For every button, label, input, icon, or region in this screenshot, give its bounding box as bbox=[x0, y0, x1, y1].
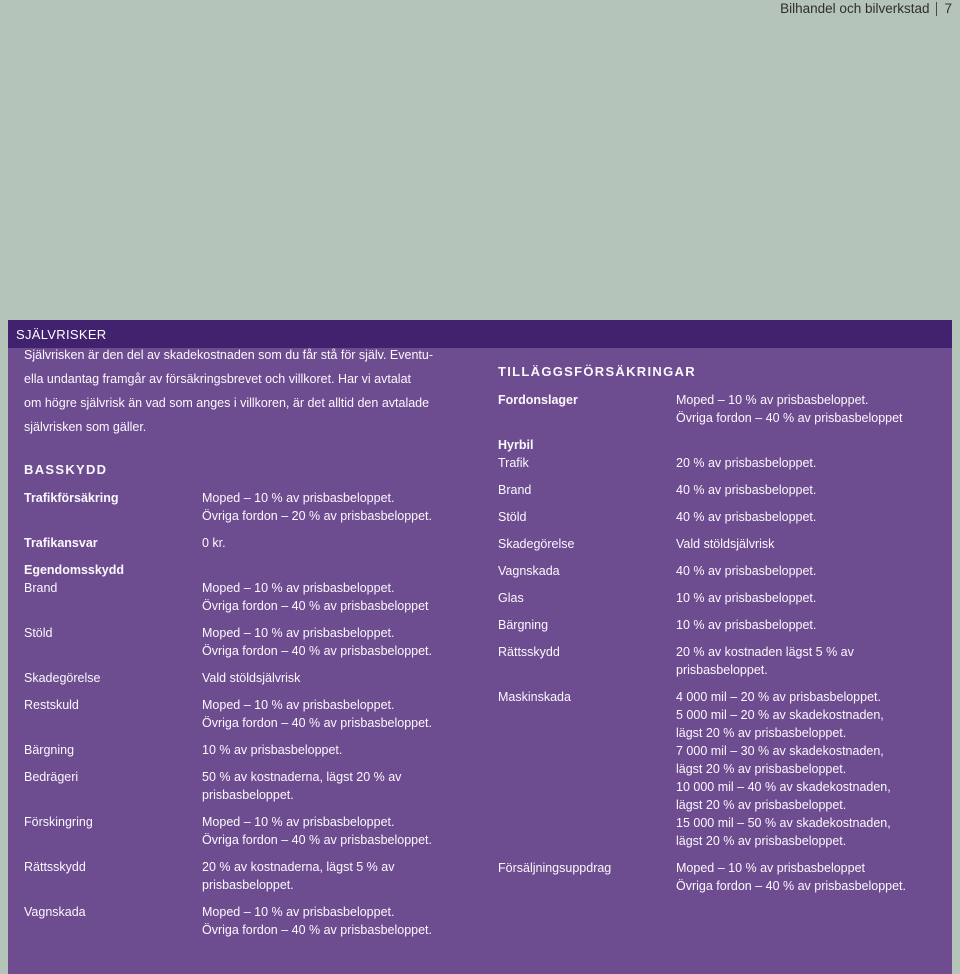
deductible-line: 40 % av prisbasbeloppet. bbox=[676, 510, 817, 524]
deductible-value bbox=[202, 741, 342, 759]
coverage-label: Rättsskydd bbox=[24, 860, 86, 874]
running-head-title: Bilhandel och bilverkstad bbox=[780, 1, 930, 16]
deductible-line: lägst 20 % av prisbasbeloppet. bbox=[676, 726, 847, 740]
deductible-value bbox=[676, 859, 906, 895]
coverage-label: Trafikförsäkring bbox=[24, 491, 119, 505]
row-fordonslager bbox=[498, 391, 944, 427]
deductible-line: prisbasbeloppet. bbox=[202, 788, 294, 802]
deductible-line: 50 % av kostnaderna, lägst 20 % av bbox=[202, 770, 402, 784]
basic-coverage-column bbox=[24, 343, 470, 948]
row-hyrbil-vagnskada bbox=[498, 562, 944, 580]
deductible-line: 15 000 mil – 50 % av skadekostnaden, bbox=[676, 816, 891, 830]
deductible-line: Moped – 10 % av prisbasbeloppet. bbox=[202, 491, 395, 505]
page-number: 7 bbox=[944, 1, 952, 16]
deductible-line: Moped – 10 % av prisbasbeloppet. bbox=[202, 581, 395, 595]
deductible-value bbox=[676, 481, 816, 499]
deductible-line: 10 000 mil – 40 % av skadekostnaden, bbox=[676, 780, 891, 794]
coverage-label: Bedrägeri bbox=[24, 770, 79, 784]
hyrbil-heading: Hyrbil bbox=[498, 438, 534, 452]
intro-line: om högre självrisk än vad som anges i villkoren, är det alltid den avtalade bbox=[24, 396, 430, 410]
deductible-value bbox=[676, 508, 816, 526]
deductible-value bbox=[202, 858, 394, 894]
coverage-label: Glas bbox=[498, 591, 524, 605]
row-hyrbil-trafik bbox=[498, 454, 944, 472]
deductible-line: prisbasbeloppet. bbox=[202, 878, 294, 892]
row-hyrbil-brand bbox=[498, 481, 944, 499]
deductible-line: 40 % av prisbasbeloppet. bbox=[676, 483, 817, 497]
coverage-label: Maskinskada bbox=[498, 690, 571, 704]
deductible-line: Moped – 10 % av prisbasbeloppet bbox=[676, 861, 866, 875]
deductible-value bbox=[676, 562, 816, 580]
coverage-label: Trafikansvar bbox=[24, 536, 98, 550]
row-forsaljningsuppdrag bbox=[498, 859, 944, 895]
deductible-line: lägst 20 % av prisbasbeloppet. bbox=[676, 834, 847, 848]
deductible-value bbox=[202, 669, 300, 687]
deductible-line: Övriga fordon – 40 % av prisbasbeloppet. bbox=[202, 716, 432, 730]
deductible-line: Övriga fordon – 40 % av prisbasbeloppet bbox=[202, 599, 429, 613]
row-brand bbox=[24, 579, 470, 615]
tillaggsforsakringar-heading: TILLÄGGSFÖRSÄKRINGAR bbox=[498, 364, 696, 379]
deductible-line: Övriga fordon – 40 % av prisbasbeloppet bbox=[676, 411, 903, 425]
row-hyrbil-bargning bbox=[498, 616, 944, 634]
coverage-label: Fordonslager bbox=[498, 393, 578, 407]
coverage-label: Brand bbox=[498, 483, 532, 497]
deductible-line: 10 % av prisbasbeloppet. bbox=[676, 618, 817, 632]
row-bargning bbox=[24, 741, 470, 759]
deductible-line: 7 000 mil – 30 % av skadekostnaden, bbox=[676, 744, 884, 758]
row-skadegorelse bbox=[24, 669, 470, 687]
intro-line: självrisken som gäller. bbox=[24, 420, 147, 434]
deductible-value bbox=[676, 643, 854, 679]
row-bedrageri bbox=[24, 768, 470, 804]
basskydd-heading: BASSKYDD bbox=[24, 462, 108, 477]
coverage-label: Skadegörelse bbox=[24, 671, 101, 685]
coverage-label: Rättsskydd bbox=[498, 645, 560, 659]
deductible-line: lägst 20 % av prisbasbeloppet. bbox=[676, 762, 847, 776]
deductible-line: Övriga fordon – 40 % av prisbasbeloppet. bbox=[202, 923, 432, 937]
deductible-line: Vald stöldsjälvrisk bbox=[676, 537, 775, 551]
intro-line: ella undantag framgår av försäkringsbrevet och villkoret. Har vi avtalat bbox=[24, 372, 411, 386]
deductible-line: Moped – 10 % av prisbasbeloppet. bbox=[202, 905, 395, 919]
running-head-separator bbox=[936, 2, 937, 16]
section-title: SJÄLVRISKER bbox=[16, 326, 107, 342]
row-hyrbil-rattsskydd bbox=[498, 643, 944, 679]
deductible-line: Övriga fordon – 20 % av prisbasbeloppet. bbox=[202, 509, 432, 523]
deductible-value bbox=[202, 579, 429, 615]
deductible-value bbox=[676, 616, 816, 634]
coverage-label: Vagnskada bbox=[24, 905, 86, 919]
deductible-value bbox=[676, 535, 774, 553]
running-head bbox=[780, 0, 952, 17]
deductible-line: 20 % av kostnaden lägst 5 % av bbox=[676, 645, 854, 659]
row-stold bbox=[24, 624, 470, 660]
coverage-label: Förskingring bbox=[24, 815, 93, 829]
intro-line: Självrisken är den del av skadekostnaden som du får stå för själv. Eventu- bbox=[24, 348, 434, 362]
coverage-label: Vagnskada bbox=[498, 564, 560, 578]
deductible-value bbox=[202, 696, 432, 732]
row-trafikforsakring bbox=[24, 489, 470, 525]
deductible-line: 0 kr. bbox=[202, 536, 226, 550]
coverage-label: Stöld bbox=[498, 510, 527, 524]
deductible-line: 4 000 mil – 20 % av prisbasbeloppet. bbox=[676, 690, 881, 704]
deductible-line: 5 000 mil – 20 % av skadekostnaden, bbox=[676, 708, 884, 722]
deductible-line: Moped – 10 % av prisbasbeloppet. bbox=[202, 815, 395, 829]
row-restskuld bbox=[24, 696, 470, 732]
row-hyrbil-stold bbox=[498, 508, 944, 526]
deductible-line: 10 % av prisbasbeloppet. bbox=[676, 591, 817, 605]
coverage-label: Försäljningsuppdrag bbox=[498, 861, 612, 875]
deductible-value bbox=[202, 489, 432, 525]
additional-coverage-column bbox=[498, 363, 944, 904]
coverage-label: Trafik bbox=[498, 456, 529, 470]
row-vagnskada bbox=[24, 903, 470, 939]
deductibles-panel bbox=[8, 320, 952, 974]
deductible-line: Övriga fordon – 40 % av prisbasbeloppet. bbox=[676, 879, 906, 893]
coverage-label: Skadegörelse bbox=[498, 537, 575, 551]
coverage-label: Brand bbox=[24, 581, 58, 595]
deductible-line: Moped – 10 % av prisbasbeloppet. bbox=[202, 626, 395, 640]
row-hyrbil-skadegorelse bbox=[498, 535, 944, 553]
deductible-line: Övriga fordon – 40 % av prisbasbeloppet. bbox=[202, 644, 432, 658]
coverage-label: Restskuld bbox=[24, 698, 79, 712]
coverage-label: Bärgning bbox=[498, 618, 549, 632]
deductible-line: Moped – 10 % av prisbasbeloppet. bbox=[202, 698, 395, 712]
deductible-value bbox=[202, 534, 226, 552]
coverage-label: Stöld bbox=[24, 626, 53, 640]
deductible-line: 10 % av prisbasbeloppet. bbox=[202, 743, 343, 757]
coverage-label: Bärgning bbox=[24, 743, 75, 757]
deductible-line: prisbasbeloppet. bbox=[676, 663, 768, 677]
deductible-value bbox=[202, 813, 432, 849]
deductible-value bbox=[202, 903, 432, 939]
egendomsskydd-heading: Egendomsskydd bbox=[24, 563, 125, 577]
deductible-line: Moped – 10 % av prisbasbeloppet. bbox=[676, 393, 869, 407]
row-rattsskydd bbox=[24, 858, 470, 894]
deductible-line: Övriga fordon – 40 % av prisbasbeloppet. bbox=[202, 833, 432, 847]
deductible-value bbox=[676, 688, 891, 850]
row-forskingring bbox=[24, 813, 470, 849]
deductible-line: lägst 20 % av prisbasbeloppet. bbox=[676, 798, 847, 812]
intro-paragraph bbox=[24, 343, 470, 439]
deductible-line: 40 % av prisbasbeloppet. bbox=[676, 564, 817, 578]
deductible-value bbox=[676, 454, 816, 472]
deductible-value bbox=[202, 624, 432, 660]
deductible-value bbox=[676, 589, 816, 607]
deductible-line: 20 % av prisbasbeloppet. bbox=[676, 456, 817, 470]
row-hyrbil-glas bbox=[498, 589, 944, 607]
row-trafikansvar bbox=[24, 534, 470, 552]
deductible-line: 20 % av kostnaderna, lägst 5 % av bbox=[202, 860, 395, 874]
deductible-line: Vald stöldsjälvrisk bbox=[202, 671, 301, 685]
deductible-value bbox=[676, 391, 903, 427]
row-maskinskada bbox=[498, 688, 944, 850]
deductible-value bbox=[202, 768, 401, 804]
